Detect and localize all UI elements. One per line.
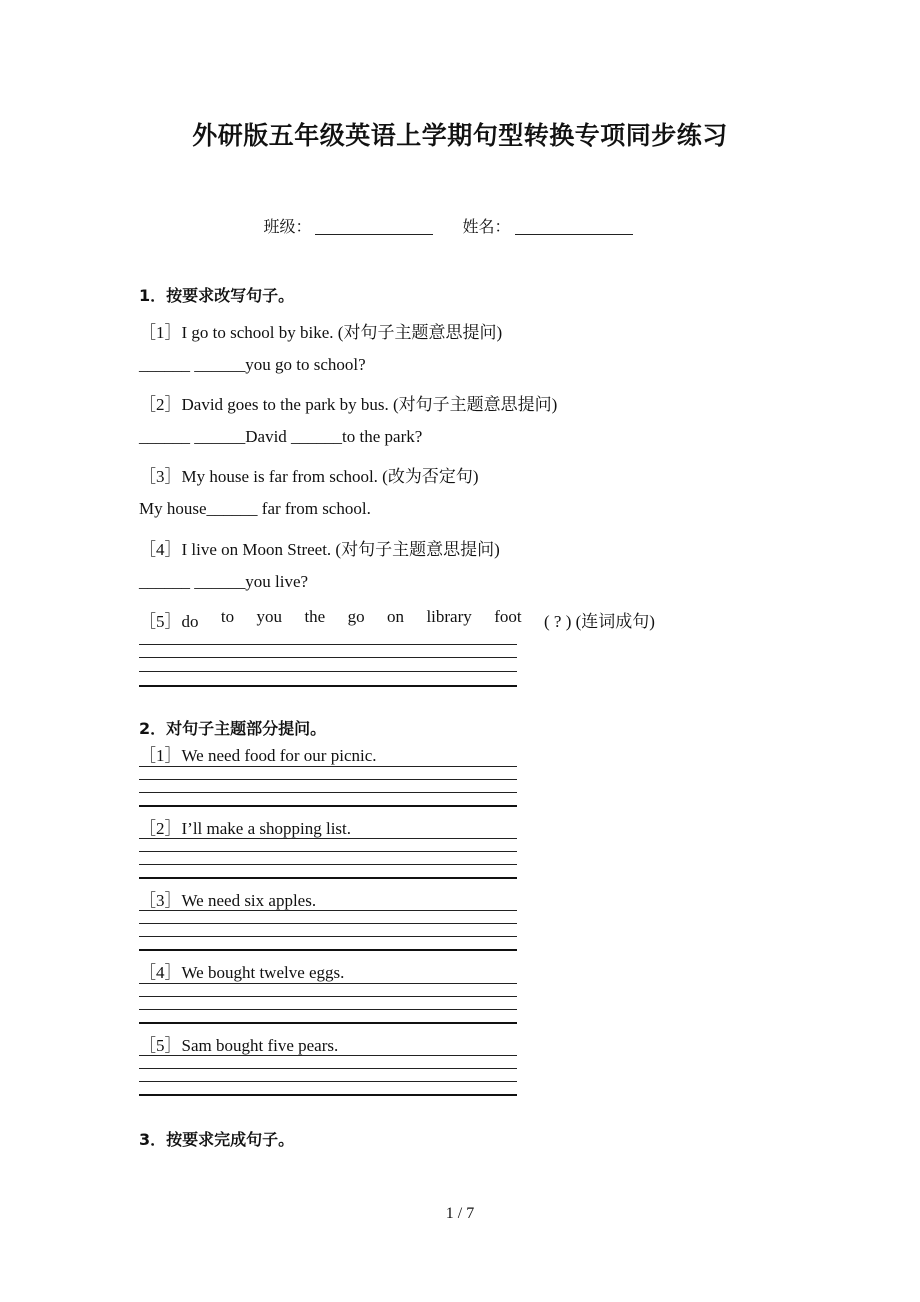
answer-line[interactable] bbox=[139, 1068, 517, 1069]
answer-line[interactable] bbox=[139, 1055, 517, 1056]
s2-q1-prompt: ［1］We need food for our picnic. bbox=[139, 746, 377, 765]
section-2-heading: 2．对句子主题部分提问。 bbox=[139, 719, 327, 738]
answer-line[interactable] bbox=[139, 877, 517, 879]
answer-line[interactable] bbox=[139, 792, 517, 793]
answer-line[interactable] bbox=[139, 766, 517, 767]
s1-q3-prompt: ［3］My house is far from school. (改为否定句) bbox=[139, 467, 479, 486]
answer-line[interactable] bbox=[139, 1081, 517, 1082]
s1-q5-word-row bbox=[139, 607, 655, 632]
answer-line[interactable] bbox=[139, 864, 517, 865]
section-1-heading: 1．按要求改写句子。 bbox=[139, 286, 295, 305]
answer-line[interactable] bbox=[139, 851, 517, 852]
word: the bbox=[304, 607, 326, 626]
word: to bbox=[220, 607, 235, 626]
s1-q4-prompt: ［4］I live on Moon Street. (对句子主题意思提问) bbox=[139, 540, 500, 559]
answer-line[interactable] bbox=[139, 1022, 517, 1024]
answer-line[interactable] bbox=[139, 657, 517, 658]
s1-q3-answer: My house______ far from school. bbox=[139, 499, 371, 518]
word: on bbox=[387, 607, 405, 626]
word: ( ? ) (连词成句) bbox=[543, 612, 655, 631]
word: foot bbox=[494, 607, 522, 626]
s1-q2-prompt: ［2］David goes to the park by bus. (对句子主题意思提问) bbox=[139, 395, 558, 414]
s2-q2-prompt: ［2］I’ll make a shopping list. bbox=[139, 819, 352, 838]
answer-line[interactable] bbox=[139, 996, 517, 997]
s1-q1-answer: ______ ______you go to school? bbox=[139, 355, 366, 374]
answer-line[interactable] bbox=[139, 838, 517, 839]
page-title: 外研版五年级英语上学期句型转换专项同步练习 bbox=[192, 121, 728, 150]
s2-q5-prompt: ［5］Sam bought five pears. bbox=[139, 1036, 339, 1055]
word: you bbox=[256, 607, 283, 626]
answer-line[interactable] bbox=[139, 1094, 517, 1096]
s1-q4-answer: ______ ______you live? bbox=[139, 572, 309, 591]
word: library bbox=[426, 607, 472, 626]
answer-line[interactable] bbox=[139, 805, 517, 807]
name-blank[interactable] bbox=[515, 216, 633, 235]
answer-line[interactable] bbox=[139, 983, 517, 984]
answer-line[interactable] bbox=[139, 936, 517, 937]
section-3-heading: 3．按要求完成句子。 bbox=[139, 1130, 295, 1149]
class-label: 班级： bbox=[263, 217, 312, 236]
s2-q4-prompt: ［4］We bought twelve eggs. bbox=[139, 963, 345, 982]
word: go bbox=[347, 607, 365, 626]
page-number: 1 / 7 bbox=[445, 1205, 475, 1222]
name-label: 姓名： bbox=[462, 217, 511, 236]
answer-line[interactable] bbox=[139, 1009, 517, 1010]
answer-line[interactable] bbox=[139, 779, 517, 780]
answer-line[interactable] bbox=[139, 685, 517, 687]
class-blank[interactable] bbox=[315, 216, 433, 235]
s2-q3-prompt: ［3］We need six apples. bbox=[139, 891, 317, 910]
answer-line[interactable] bbox=[139, 949, 517, 951]
s1-q2-answer: ______ ______David ______to the park? bbox=[139, 427, 423, 446]
s1-q1-prompt: ［1］I go to school by bike. (对句子主题意思提问) bbox=[139, 323, 503, 342]
s1-q5-label: ［5］do bbox=[139, 612, 199, 631]
answer-line[interactable] bbox=[139, 671, 517, 672]
answer-line[interactable] bbox=[139, 910, 517, 911]
answer-line[interactable] bbox=[139, 644, 517, 645]
answer-line[interactable] bbox=[139, 923, 517, 924]
student-info bbox=[0, 214, 920, 237]
